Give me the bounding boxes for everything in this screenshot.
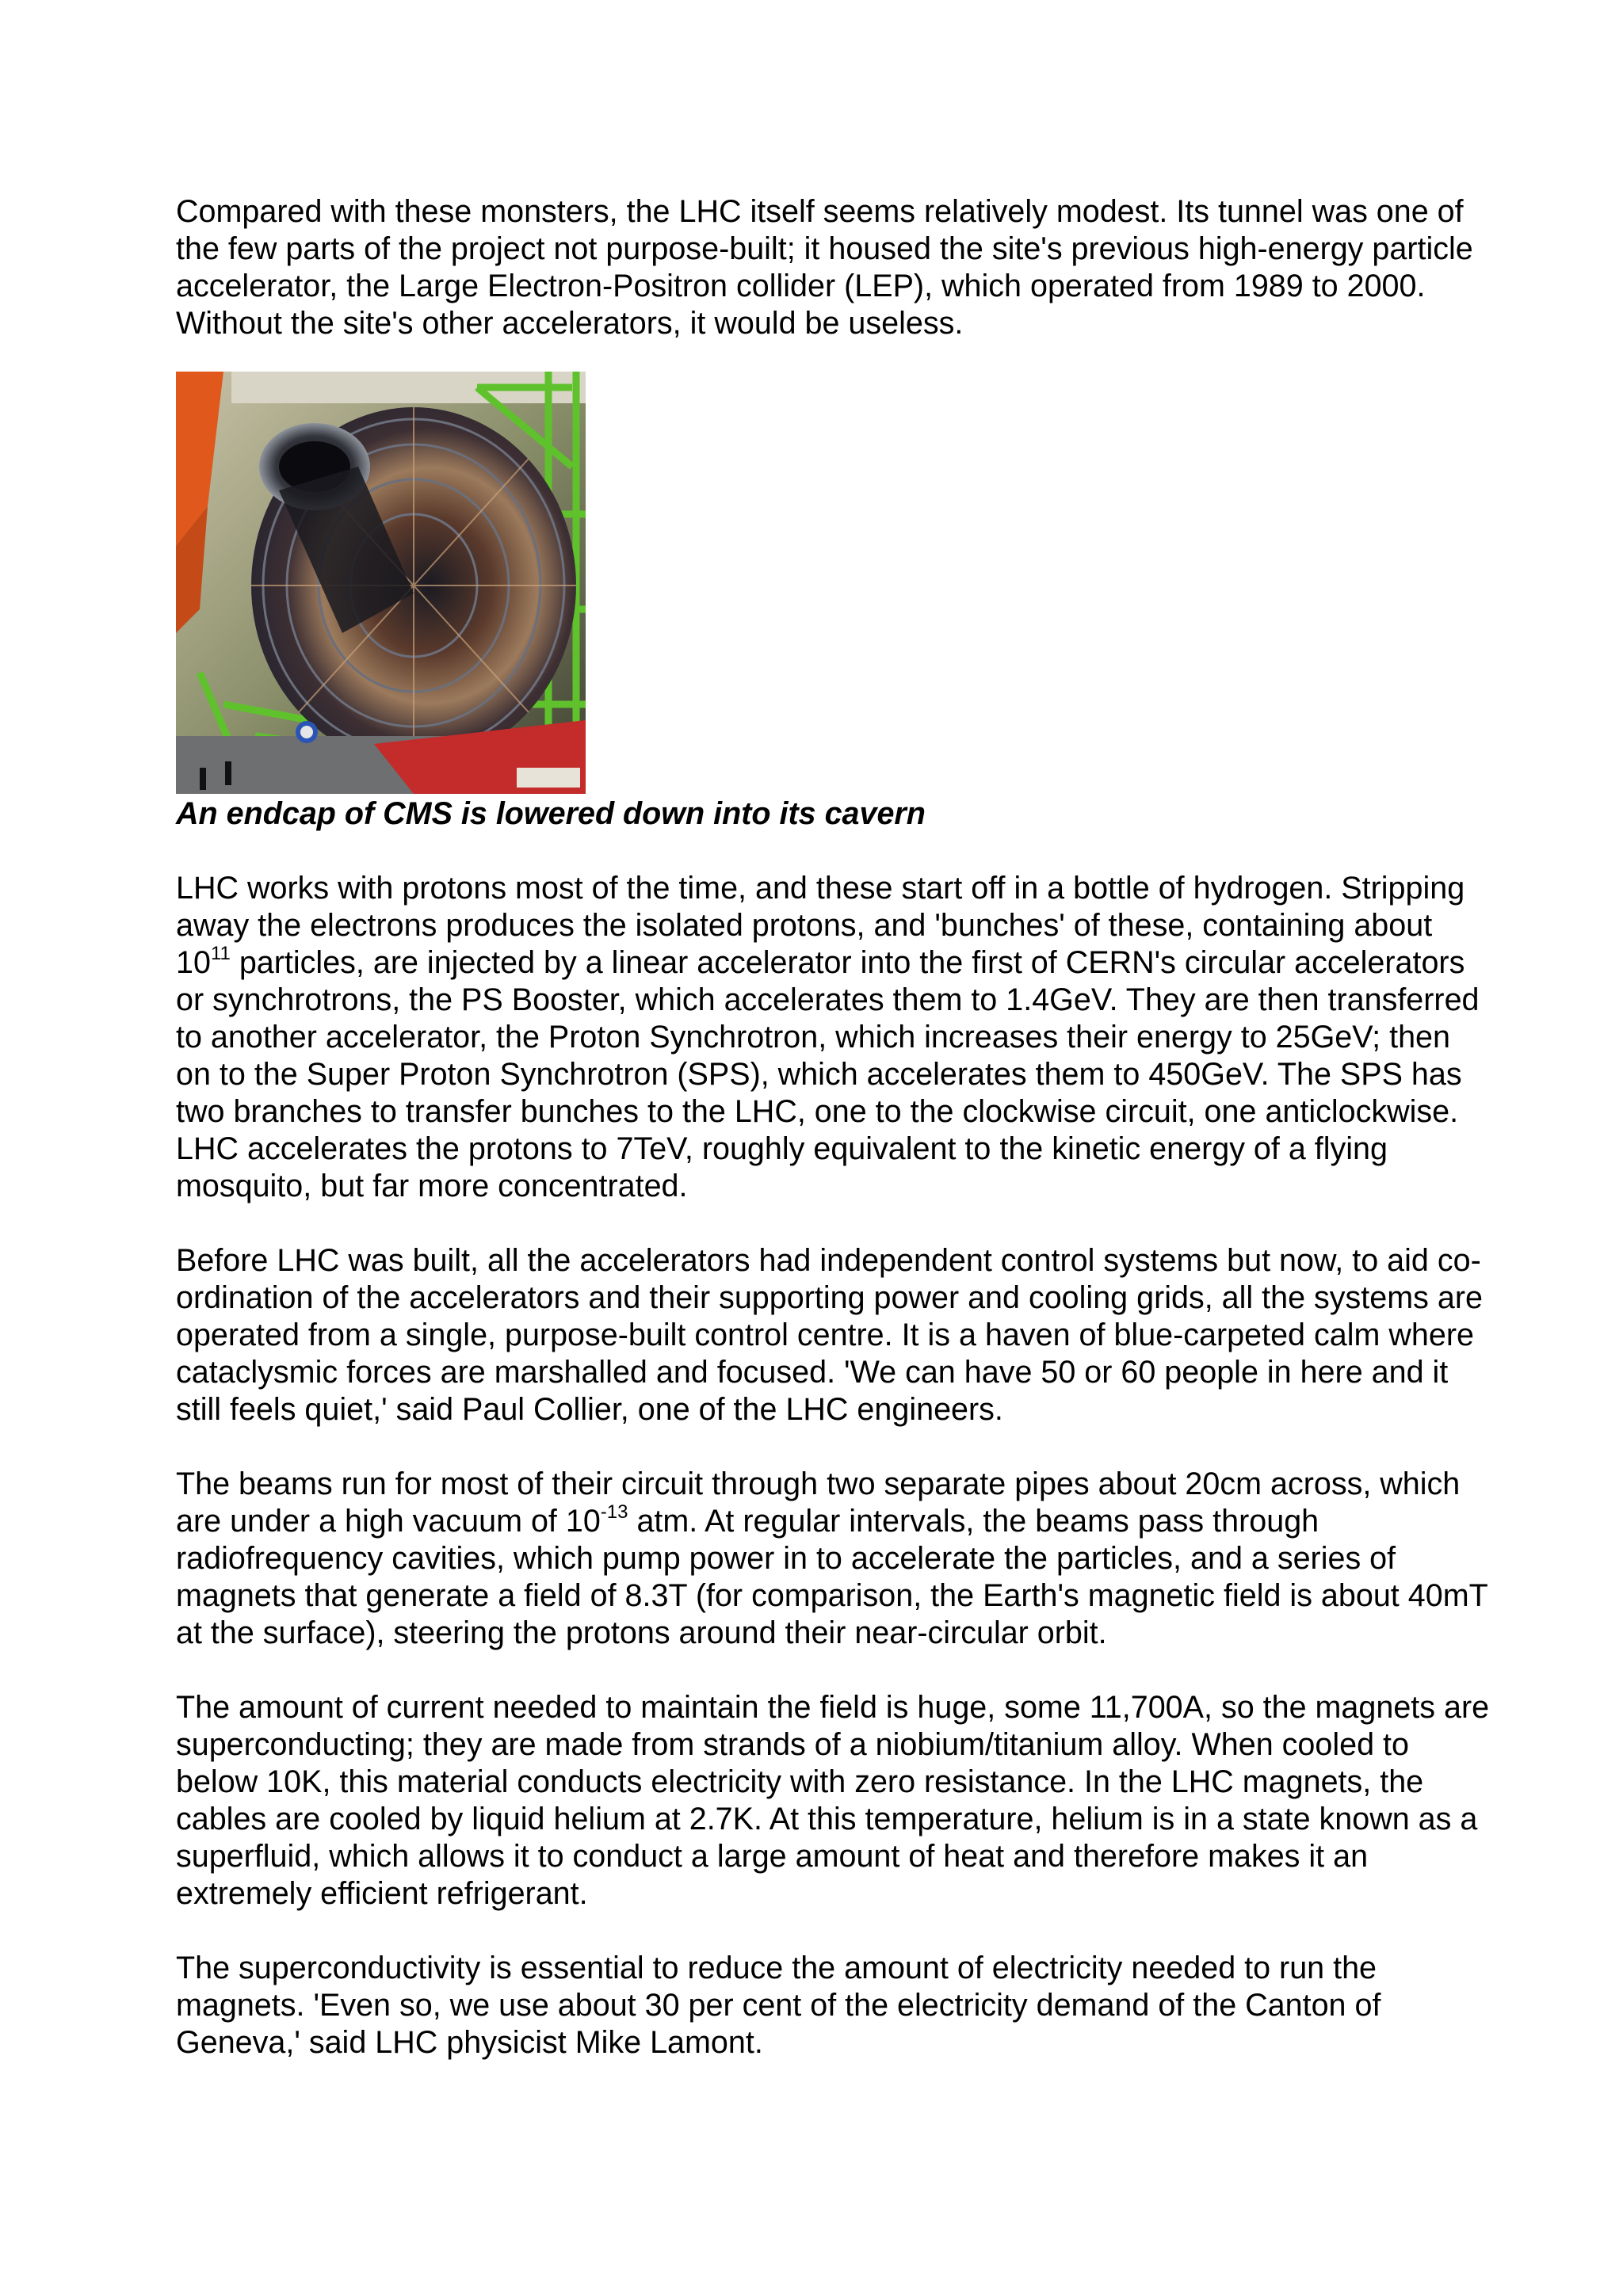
- paragraph-beams: [176, 1466, 1491, 1652]
- paragraph-electricity: The superconductivity is essential to reduce the amount of electricity needed to run the magnets. 'Even so, we use about 30 per cent of the electricity demand of the Canton of Geneva,' said LHC physicist Mike Lamont.: [176, 1951, 1381, 2060]
- paragraph-protons-part-a: LHC works with protons most of the time, and these start off in a bottle of hydrogen. Stripping away the electrons produces the isolated protons, and 'bunches' of these, containing about 10: [176, 871, 1465, 980]
- document-page: [176, 193, 1491, 2061]
- cms-endcap-photo: [176, 372, 586, 794]
- paragraph-protons: [176, 870, 1491, 1205]
- spacer: [176, 833, 1491, 870]
- paragraph-beams-part-a: The beams run for most of their circuit through two separate pipes about 20cm across, which are under a high vacuum of 10: [176, 1466, 1461, 1539]
- paragraph-intro: Compared with these monsters, the LHC itself seems relatively modest. Its tunnel was one of the few parts of the project not purpose-built; it housed the site's previous high-energy particle accelerator, the Large Electron-Positron collider (LEP), which operated from 1989 to 2000. Without the site's other accelerators, it would be useless.: [176, 194, 1473, 341]
- spacer: [176, 1205, 1491, 1242]
- paragraph-beams-part-b: atm. At regular intervals, the beams pass through radiofrequency cavities, which pump power in to accelerate the particles, and a series of magnets that generate a field of 8.3T (for comparison, the Earth's magnetic field is about 40mT at the surface), steering the protons around their near-circular orbit.: [176, 1504, 1488, 1650]
- exponent-11: 11: [210, 942, 231, 964]
- paragraph-protons-part-b: particles, are injected by a linear accelerator into the first of CERN's circular accelerators or synchrotrons, the PS Booster, which accelerates them to 1.4GeV. They are then transferred to another accelerator, the Proton Synchrotron, which increases their energy to 25GeV; then on to the Super Proton Synchrotron (SPS), which accelerates them to 450GeV. The SPS has two branches to transfer bunches to the LHC, one to the clockwise circuit, one anticlockwise. LHC accelerates the protons to 7TeV, roughly equivalent to the kinetic energy of a flying mosquito, but far more concentrated.: [176, 945, 1480, 1203]
- paragraph-control-centre: Before LHC was built, all the accelerators had independent control systems but now, to aid co-ordination of the accelerators and their supporting power and cooling grids, all the systems are operated from a single, purpose-built control centre. It is a haven of blue-carpeted calm where cataclysmic forces are marshalled and focused. 'We can have 50 or 60 people in here and it still feels quiet,' said Paul Collier, one of the LHC engineers.: [176, 1243, 1483, 1427]
- paragraph-superconducting: The amount of current needed to maintain the field is huge, some 11,700A, so the magnets are superconducting; they are made from strands of a niobium/titanium alloy. When cooled to below 10K, this material conducts electricity with zero resistance. In the LHC magnets, the cables are cooled by liquid helium at 2.7K. At this temperature, helium is in a state known as a superfluid, which allows it to conduct a large amount of heat and therefore makes it an extremely efficient refrigerant.: [176, 1690, 1490, 1911]
- spacer: [176, 1652, 1491, 1689]
- spacer: [176, 1913, 1491, 1950]
- exponent-minus-13: -13: [600, 1501, 628, 1523]
- spacer: [176, 1428, 1491, 1466]
- figure-caption: An endcap of CMS is lowered down into its cavern: [176, 796, 926, 831]
